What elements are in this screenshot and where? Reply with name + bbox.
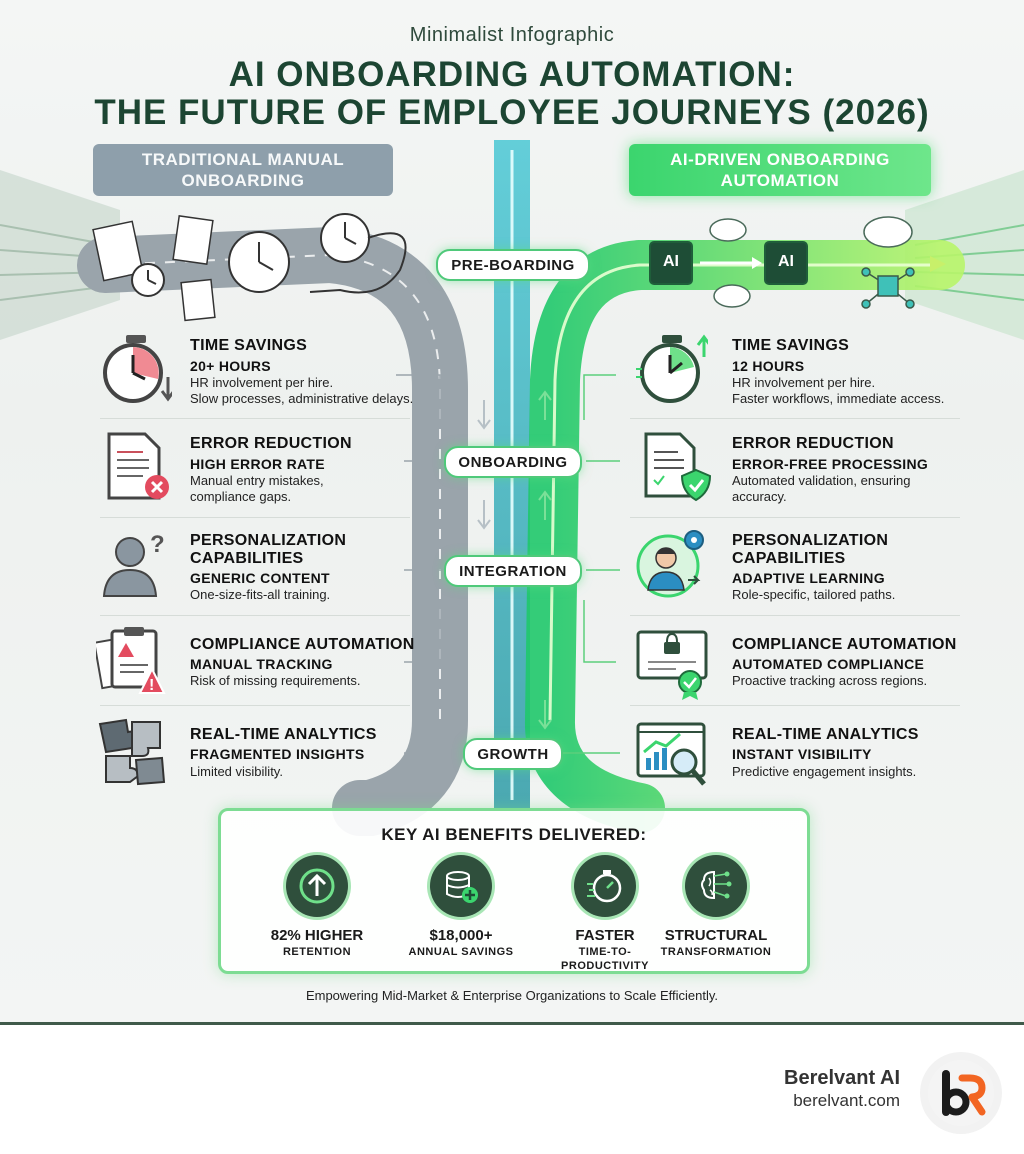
benefit-transformation (641, 855, 791, 959)
ai-analytics-desc-1: Predictive engagement insights. (732, 764, 917, 779)
person-gear-icon (636, 528, 708, 600)
bottom-rule (0, 1022, 1024, 1025)
ai-compliance-subtitle: AUTOMATED COMPLIANCE (732, 656, 925, 672)
benefit-retention-main: 82% HIGHER (270, 927, 364, 944)
ai-compliance-desc-1: Proactive tracking across regions. (732, 673, 928, 688)
brand-logo-mark (926, 1058, 996, 1128)
benefit-retention (247, 855, 387, 959)
row-divider (630, 517, 960, 518)
trad-error-subtitle: HIGH ERROR RATE (190, 456, 325, 472)
clipboard-warning-icon (96, 625, 168, 697)
title-line-2: THE FUTURE OF EMPLOYEE JOURNEYS (2026) (94, 93, 930, 132)
trad-time-title: TIME SAVINGS (190, 337, 308, 354)
benefit-productivity-main: FASTER (575, 927, 635, 944)
trad-time-subtitle: 20+ HOURS (190, 358, 271, 374)
trad-time-desc-2: Slow processes, administrative delays. (190, 391, 414, 406)
benefits-panel (218, 808, 810, 974)
trad-error-desc-1: Manual entry mistakes, (190, 473, 324, 488)
benefit-transformation-sub: TRANSFORMATION (660, 946, 772, 958)
benefits-heading: KEY AI BENEFITS DELIVERED: (381, 825, 647, 844)
trad-analytics-desc-1: Limited visibility. (190, 764, 283, 779)
person-question-icon (100, 530, 172, 602)
ai-time-desc-2: Faster workflows, immediate access. (732, 391, 945, 406)
ai-analytics-title: REAL-TIME ANALYTICS (732, 726, 919, 743)
benefit-savings-sub: ANNUAL SAVINGS (408, 946, 514, 958)
row-divider (100, 517, 410, 518)
ai-error-desc-2: accuracy. (732, 489, 787, 504)
traditional-header-line-2: ONBOARDING (181, 171, 305, 190)
ai-time-desc-1: HR involvement per hire. (732, 375, 876, 390)
trad-analytics-subtitle: FRAGMENTED INSIGHTS (190, 746, 365, 762)
ai-time-subtitle: 12 HOURS (732, 358, 805, 374)
trad-error-desc-2: compliance gaps. (190, 489, 292, 504)
benefit-savings (391, 855, 531, 959)
page-title (0, 56, 1024, 132)
brand-name: Berelvant AI (784, 1067, 900, 1089)
svg-text:?: ? (150, 531, 165, 558)
trad-error-title: ERROR REDUCTION (190, 435, 352, 452)
brand-url[interactable]: berelvant.com (793, 1091, 900, 1110)
document-shield-icon (640, 430, 712, 502)
ai-compliance-title: COMPLIANCE AUTOMATION (732, 636, 957, 653)
trad-analytics-title: REAL-TIME ANALYTICS (190, 726, 377, 743)
ai-analytics-subtitle: INSTANT VISIBILITY (732, 746, 872, 762)
trad-personal-desc-1: One-size-fits-all training. (190, 587, 331, 602)
benefit-retention-sub: RETENTION (282, 946, 352, 958)
ai-chip-label: AI (663, 253, 679, 270)
ai-personal-title: PERSONALIZATION (732, 532, 889, 549)
stage-integration: INTEGRATION (444, 555, 582, 587)
kicker-label: Minimalist Infographic (409, 24, 615, 46)
fast-stopwatch-icon (574, 855, 636, 917)
row-divider (630, 615, 960, 616)
ai-error-title: ERROR REDUCTION (732, 435, 894, 452)
document-error-icon (103, 430, 175, 502)
stopwatch-red-icon (100, 333, 172, 405)
row-divider (100, 615, 410, 616)
puzzle-icon (96, 714, 168, 786)
database-plus-icon (430, 855, 492, 917)
trad-personal-title: PERSONALIZATION (190, 532, 347, 549)
ai-chip-label: AI (778, 253, 794, 270)
trad-compliance-desc-1: Risk of missing requirements. (190, 673, 361, 688)
stage-growth: GROWTH (463, 738, 563, 770)
ai-error-subtitle: ERROR-FREE PROCESSING (732, 456, 929, 472)
title-line-1: AI ONBOARDING AUTOMATION: (228, 55, 796, 94)
benefit-transformation-main: STRUCTURAL (664, 927, 768, 944)
row-divider (630, 418, 960, 419)
stopwatch-green-icon (636, 333, 708, 405)
trad-compliance-title: COMPLIANCE AUTOMATION (190, 636, 415, 653)
ai-column-header (629, 144, 931, 196)
ai-personal-subtitle: ADAPTIVE LEARNING (732, 570, 885, 586)
trad-personal-subtitle: GENERIC CONTENT (190, 570, 330, 586)
row-divider (100, 418, 410, 419)
ai-personal-title-2: CAPABILITIES (732, 550, 846, 567)
stage-onboarding: ONBOARDING (444, 446, 582, 478)
trad-compliance-subtitle: MANUAL TRACKING (190, 656, 333, 672)
traditional-column-header (93, 144, 393, 196)
svg-text:!: ! (149, 677, 155, 694)
benefit-savings-main: $18,000+ (429, 927, 493, 944)
ai-error-desc-1: Automated validation, ensuring (732, 473, 911, 488)
ai-personal-desc-1: Role-specific, tailored paths. (732, 587, 896, 602)
ai-time-title: TIME SAVINGS (732, 337, 850, 354)
brand-logo (920, 1052, 1002, 1134)
ai-header-line-1: AI-DRIVEN ONBOARDING (670, 150, 890, 169)
trad-time-desc-1: HR involvement per hire. (190, 375, 334, 390)
ai-header-line-2: AUTOMATION (720, 171, 840, 190)
footer-tagline: Empowering Mid-Market & Enterprise Organizations to Scale Efficiently. (305, 988, 719, 1003)
traditional-header-line-1: TRADITIONAL MANUAL (141, 150, 345, 169)
row-divider (630, 705, 960, 706)
trad-personal-title-2: CAPABILITIES (190, 550, 304, 567)
certificate-lock-icon (636, 628, 708, 700)
retention-arrow-icon (286, 855, 348, 917)
stage-pre-boarding: PRE-BOARDING (436, 249, 590, 281)
brain-circuit-icon (685, 855, 747, 917)
analytics-magnifier-icon (636, 720, 708, 792)
benefit-productivity-sub: TIME-TO-PRODUCTIVITY (561, 946, 649, 972)
row-divider (100, 705, 410, 706)
